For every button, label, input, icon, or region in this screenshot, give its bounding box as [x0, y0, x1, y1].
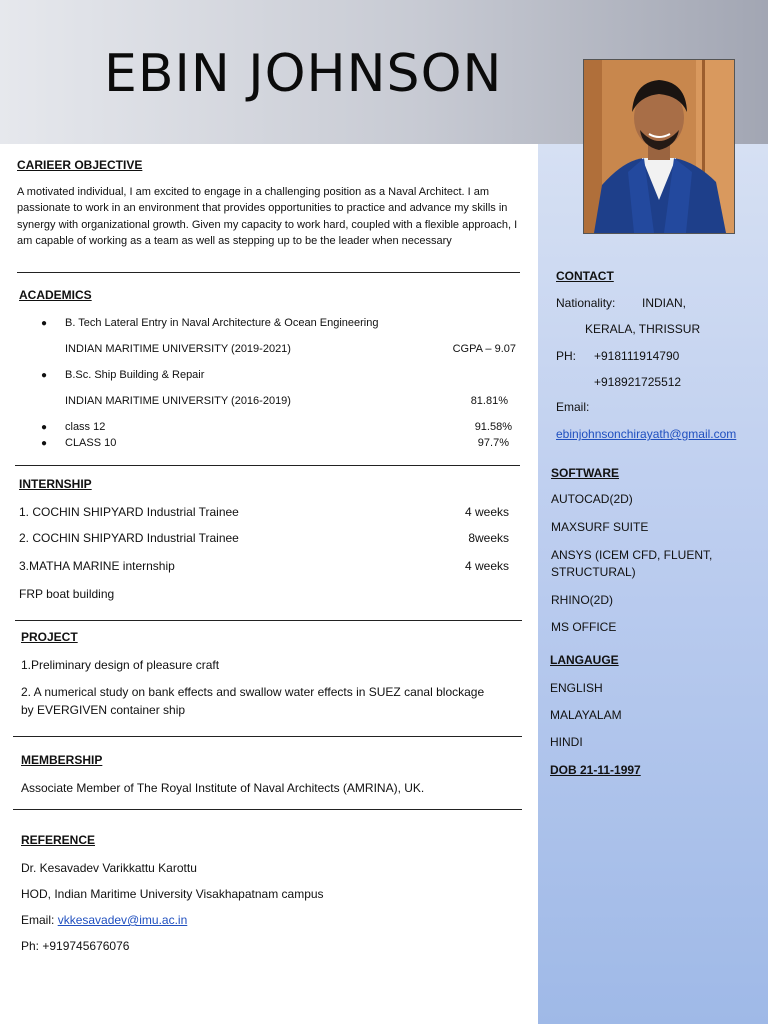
class10-label: CLASS 10 — [65, 437, 117, 449]
divider — [13, 736, 522, 737]
divider — [17, 272, 520, 273]
internship-item: 2. COCHIN SHIPYARD Industrial Trainee — [19, 531, 239, 545]
bullet: ● — [41, 318, 48, 329]
nationality-label: Nationality: — [556, 296, 616, 310]
internship-extra: FRP boat building — [19, 587, 115, 601]
internship-item: 1. COCHIN SHIPYARD Industrial Trainee — [19, 505, 239, 519]
divider — [15, 620, 522, 621]
reference-email-label: Email: — [21, 913, 58, 927]
membership-heading: MEMBERSHIP — [21, 753, 103, 767]
language-item: MALAYALAM — [550, 708, 622, 722]
software-item: ANSYS (ICEM CFD, FLUENT, — [551, 548, 713, 562]
class12-label: class 12 — [65, 421, 106, 433]
contact-email-link[interactable]: ebinjohnsonchirayath@gmail.com — [556, 427, 737, 441]
language-item: ENGLISH — [550, 681, 603, 695]
academics-heading: ACADEMICS — [19, 288, 92, 302]
language-heading: LANGAUGE — [550, 653, 619, 667]
phone-label: PH: — [556, 349, 577, 363]
software-item: AUTOCAD(2D) — [551, 492, 633, 506]
reference-email-row — [21, 913, 187, 928]
class12-score: 91.58% — [474, 421, 512, 433]
reference-email-link[interactable]: vkkesavadev@imu.ac.in — [57, 913, 188, 927]
reference-position: HOD, Indian Maritime University Visakhapatnam campus — [21, 887, 324, 901]
email-label: Email: — [556, 400, 590, 414]
btech-institution: INDIAN MARITIME UNIVERSITY (2019-2021) — [65, 343, 291, 355]
internship-duration: 8weeks — [468, 531, 509, 545]
project-item: 1.Preliminary design of pleasure craft — [21, 658, 220, 672]
bullet: ● — [41, 438, 48, 449]
reference-name: Dr. Kesavadev Varikkattu Karottu — [21, 861, 197, 875]
bullet: ● — [41, 422, 48, 433]
divider — [13, 809, 522, 810]
reference-heading: REFERENCE — [21, 833, 96, 847]
software-heading: SOFTWARE — [551, 466, 619, 480]
btech-score: CGPA – 9.07 — [452, 343, 516, 355]
bsc-score: 81.81% — [470, 395, 508, 407]
bsc-institution: INDIAN MARITIME UNIVERSITY (2016-2019) — [65, 395, 291, 407]
software-item: MAXSURF SUITE — [551, 520, 649, 534]
internship-duration: 4 weeks — [464, 505, 509, 519]
membership-text: Associate Member of The Royal Institute of Naval Architects (AMRINA), UK. — [21, 781, 425, 795]
internship-item: 3.MATHA MARINE internship — [19, 559, 175, 573]
location-value: KERALA, THRISSUR — [585, 322, 701, 336]
divider — [15, 465, 520, 466]
phone-secondary: +918921725512 — [594, 375, 682, 389]
objective-heading: CARIEER OBJECTIVE — [17, 158, 143, 172]
internship-duration: 4 weeks — [464, 559, 509, 573]
project-heading: PROJECT — [21, 630, 78, 644]
profile-photo — [583, 59, 735, 234]
project-item-continued: by EVERGIVEN container ship — [21, 703, 186, 717]
project-item: 2. A numerical study on bank effects and swallow water effects in SUEZ canal blockage — [21, 685, 485, 699]
bullet: ● — [41, 370, 48, 381]
language-item: HINDI — [550, 735, 583, 749]
candidate-name: EBIN JOHNSON — [104, 44, 503, 104]
class10-score: 97.7% — [477, 437, 509, 449]
reference-phone: Ph: +919745676076 — [21, 939, 130, 953]
objective-text: A motivated individual, I am excited to engage in a challenging position as a Naval Architect. I am passionate to work in an environment that provides opportunities to practice and advance my skills in synergy with organizational growth. Given my capacity to work hard, coupled with a flexible approach, I am capable of working as a team as well as stepping up to be the leader when necessary — [17, 186, 518, 247]
btech-degree: B. Tech Lateral Entry in Naval Architecture & Ocean Engineering — [65, 317, 379, 329]
software-item: MS OFFICE — [551, 620, 617, 634]
date-of-birth: DOB 21-11-1997 — [550, 763, 641, 777]
bsc-degree: B.Sc. Ship Building & Repair — [65, 369, 205, 381]
software-item: RHINO(2D) — [551, 593, 613, 607]
internship-heading: INTERNSHIP — [19, 477, 92, 491]
software-item-continued: STRUCTURAL) — [551, 565, 636, 579]
contact-heading: CONTACT — [556, 269, 614, 283]
nationality-value: INDIAN, — [642, 296, 687, 310]
phone-primary: +918111914790 — [594, 349, 680, 363]
